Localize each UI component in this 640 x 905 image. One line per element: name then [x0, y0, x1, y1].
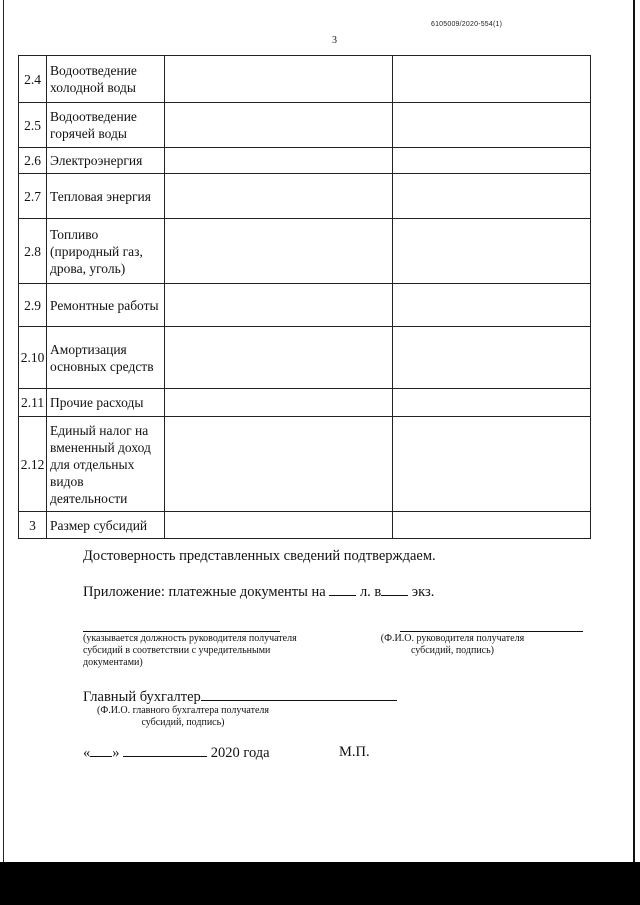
value-cell [392, 219, 590, 284]
value-cell [165, 327, 392, 389]
date-line [83, 744, 270, 762]
row-name: Топливо (природный газ, дрова, уголь) [47, 219, 165, 284]
position-caption: (указывается должность руководителя получателя субсидий в соответствии с учредительными документами) [83, 633, 297, 668]
row-number: 2.8 [19, 219, 47, 284]
open-quote: « [83, 745, 91, 761]
table-row [19, 174, 591, 219]
value-cell [165, 174, 392, 219]
day-blank [90, 744, 112, 757]
row-number: 2.9 [19, 284, 47, 327]
value-cell [392, 327, 590, 389]
chief-accountant-label: Главный бухгалтер [83, 689, 201, 705]
value-cell [392, 103, 590, 148]
value-cell [165, 56, 392, 103]
scan-bottom-bar [0, 862, 640, 905]
confirmation-text: Достоверность представленных сведений подтверждаем. [83, 548, 436, 564]
value-cell [165, 103, 392, 148]
close-quote: » [112, 745, 120, 761]
row-name: Размер субсидий [47, 512, 165, 539]
head-caption: (Ф.И.О. руководителя получателя субсидий, подпись) [380, 633, 525, 656]
row-name: Единый налог на вмененный доход для отдельных видов деятельности [47, 417, 165, 512]
page-number: 3 [332, 35, 337, 46]
row-number: 3 [19, 512, 47, 539]
row-number: 2.6 [19, 148, 47, 174]
month-blank [123, 744, 207, 757]
accountant-caption: (Ф.И.О. главного бухгалтера получателя субсидий, подпись) [96, 705, 269, 728]
document-id: 6105009/2020-554(1) [431, 21, 503, 28]
table-row [19, 512, 591, 539]
copies-blank [381, 583, 408, 596]
table-row [19, 417, 591, 512]
row-number: 2.4 [19, 56, 47, 103]
sheets-blank [329, 583, 356, 596]
row-name: Водоотведение горячей воды [47, 103, 165, 148]
page-edge-right [633, 0, 635, 862]
value-cell [392, 174, 590, 219]
value-cell [165, 389, 392, 417]
row-number: 2.5 [19, 103, 47, 148]
value-cell [392, 284, 590, 327]
head-signature-line [400, 631, 583, 632]
row-number: 2.10 [19, 327, 47, 389]
row-name: Ремонтные работы [47, 284, 165, 327]
row-name: Амортизация основных средств [47, 327, 165, 389]
position-signature-line [83, 631, 280, 632]
table-row [19, 103, 591, 148]
value-cell [392, 417, 590, 512]
year-text: 2020 года [210, 745, 270, 761]
value-cell [165, 512, 392, 539]
table-row [19, 56, 591, 103]
row-name: Электроэнергия [47, 148, 165, 174]
chief-accountant-line [83, 688, 397, 706]
attachment-mid: л. в [359, 584, 382, 600]
value-cell [392, 148, 590, 174]
attachment-suffix: экз. [411, 584, 435, 600]
value-cell [165, 284, 392, 327]
table-row [19, 327, 591, 389]
page-edge-left [3, 0, 4, 862]
value-cell [165, 219, 392, 284]
attachment-line [83, 583, 434, 601]
row-number: 2.7 [19, 174, 47, 219]
value-cell [165, 417, 392, 512]
row-name: Водоотведение холодной воды [47, 56, 165, 103]
expenses-table [18, 55, 591, 539]
table-row [19, 148, 591, 174]
row-name: Тепловая энергия [47, 174, 165, 219]
stamp-placeholder: М.П. [339, 744, 370, 760]
row-number: 2.12 [19, 417, 47, 512]
attachment-prefix: Приложение: платежные документы на [83, 584, 326, 600]
value-cell [392, 512, 590, 539]
chief-accountant-blank [201, 688, 397, 701]
table-row [19, 219, 591, 284]
table-row [19, 389, 591, 417]
value-cell [392, 389, 590, 417]
table-row [19, 284, 591, 327]
row-number: 2.11 [19, 389, 47, 417]
value-cell [392, 56, 590, 103]
value-cell [165, 148, 392, 174]
row-name: Прочие расходы [47, 389, 165, 417]
